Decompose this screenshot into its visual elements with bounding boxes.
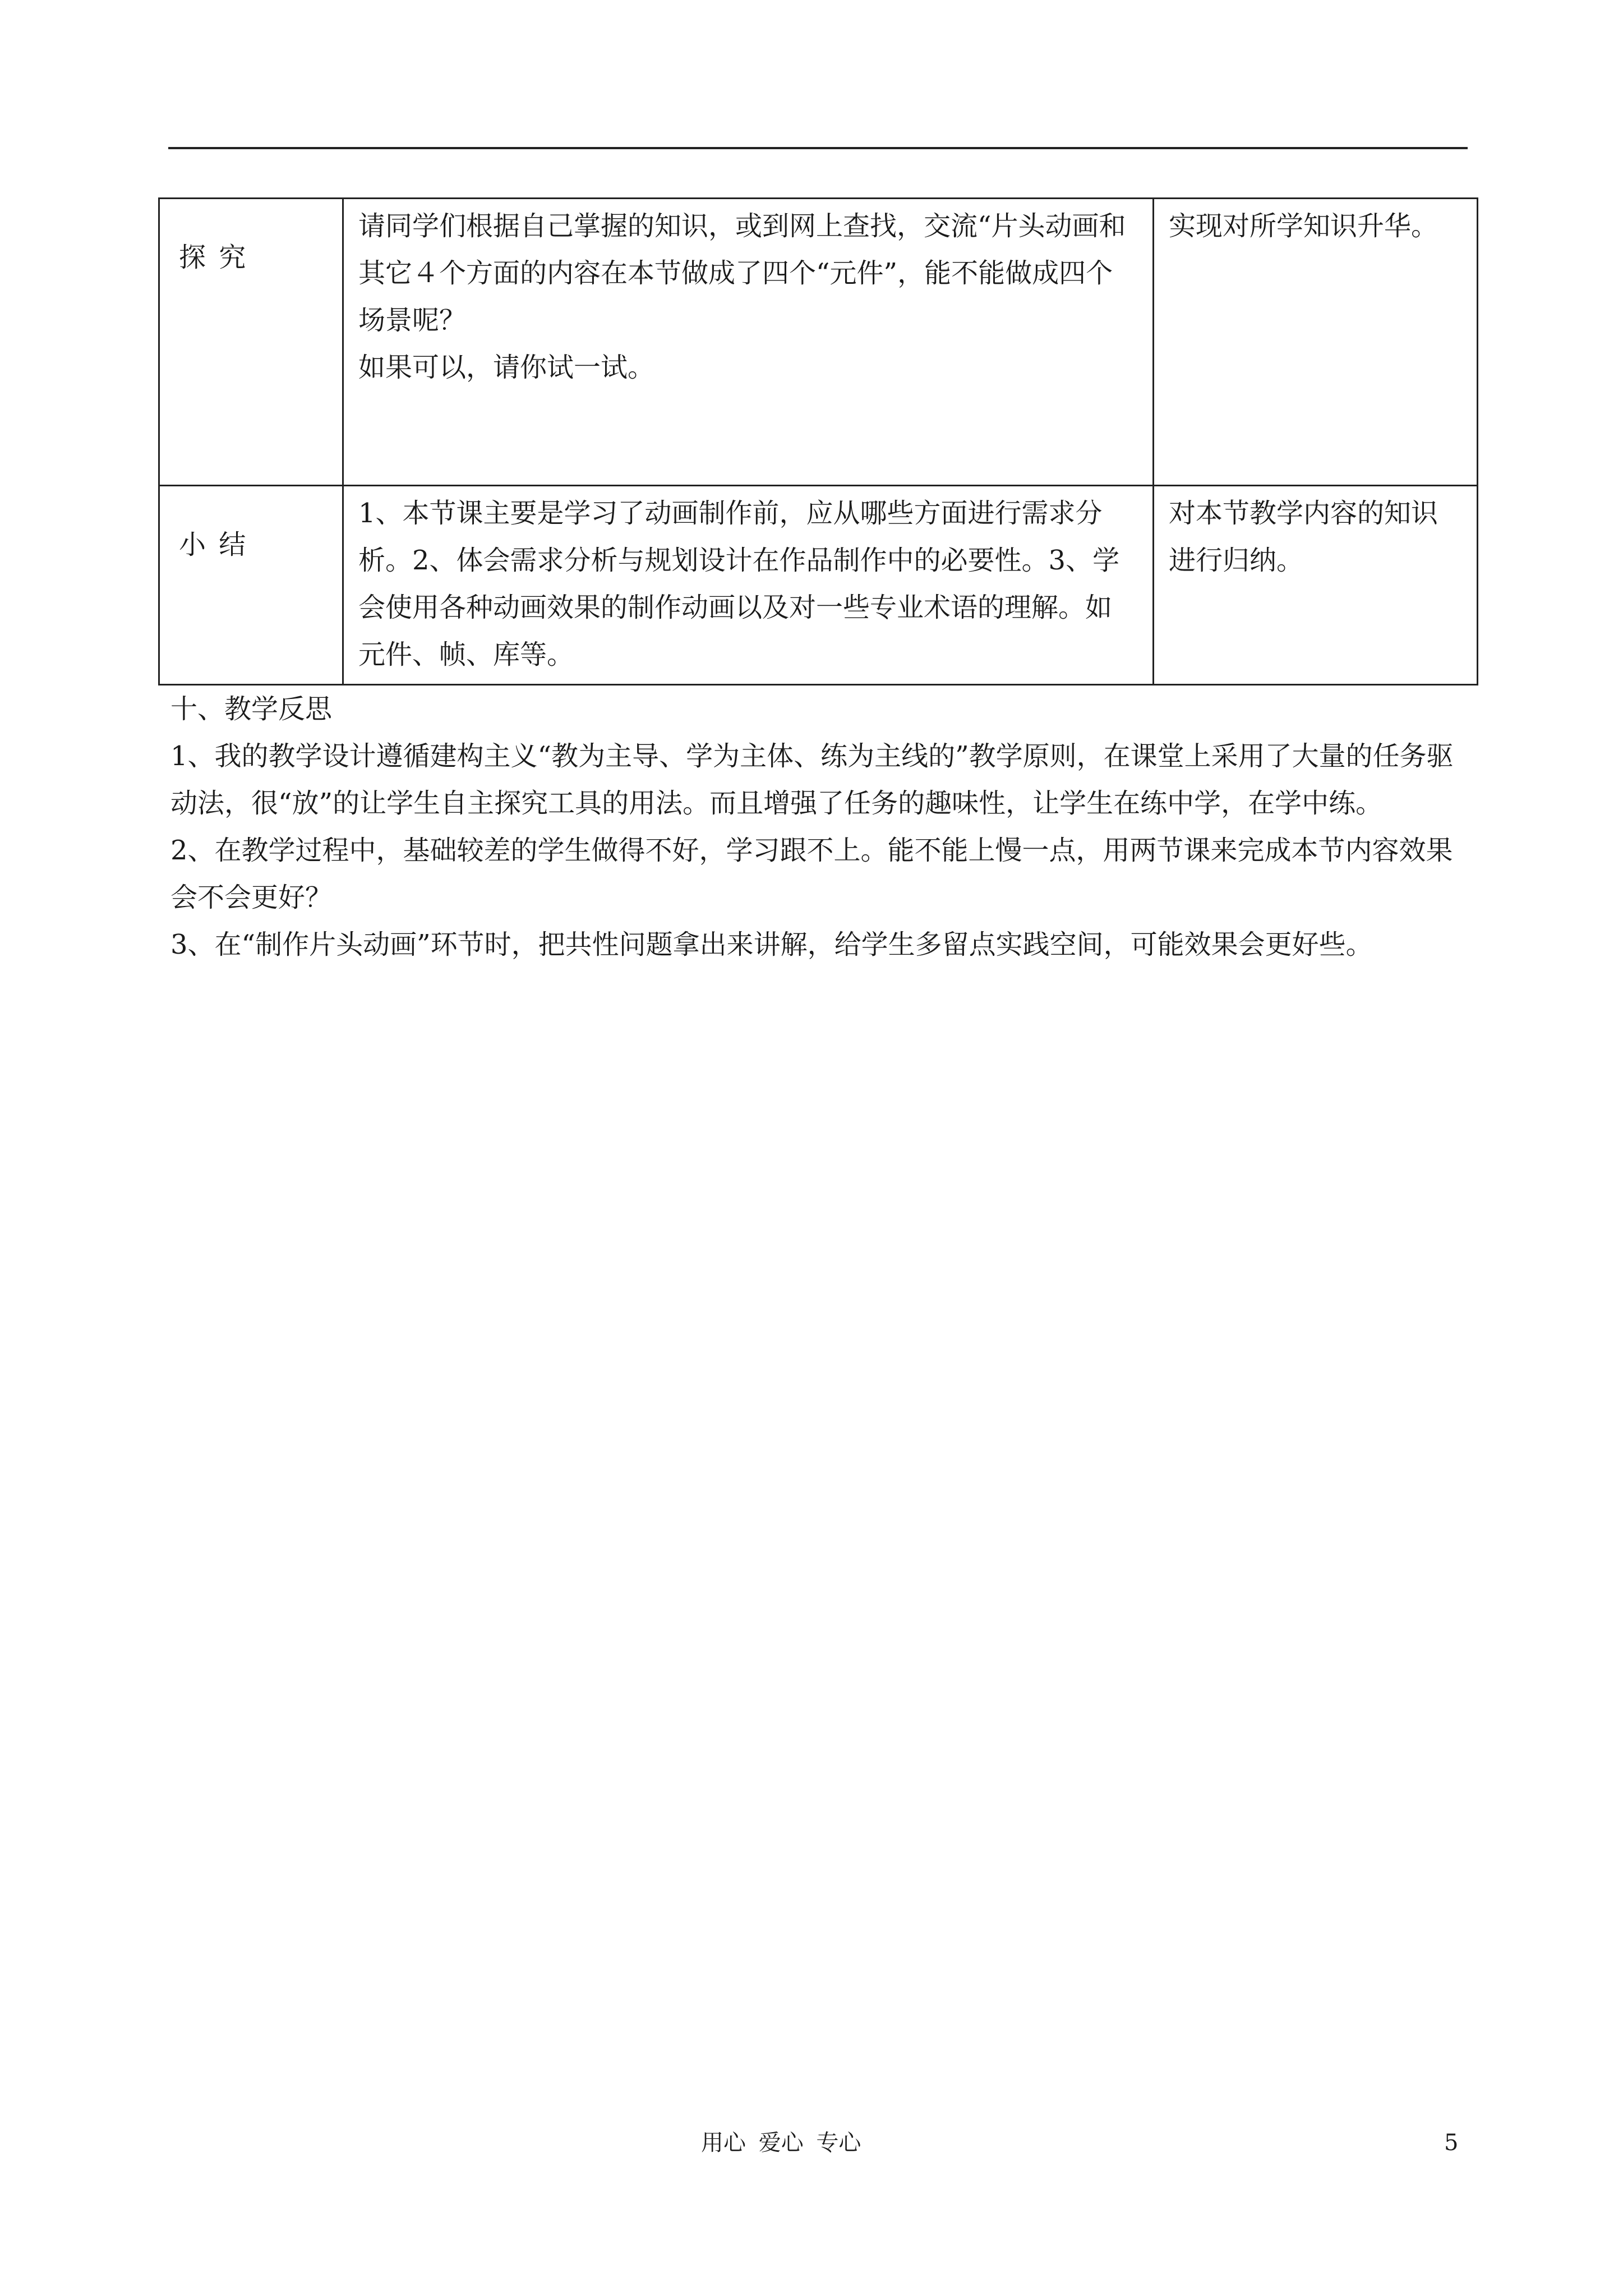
content-line: 请同学们根据自己掌握的知识，或到网上查找，交流“片头动画和其它４个方面的内容在本节做成了四个“元件”，能不能做成四个场景呢？ <box>358 210 1126 336</box>
row-content-cell <box>343 199 1154 486</box>
row-note-explore: 实现对所学知识升华。 <box>1169 210 1438 242</box>
row-content-cell <box>343 486 1154 685</box>
row-label-explore: 探 究 <box>179 242 248 273</box>
footer-text: 用心 爱心 专心 <box>701 2130 861 2156</box>
page-number: 5 <box>1444 2130 1459 2156</box>
reflection-item: 2、在教学过程中，基础较差的学生做得不好，学习跟不上。能不能上慢一点，用两节课来完成本节内容效果会不会更好？ <box>170 835 1453 913</box>
row-label-cell <box>159 486 343 685</box>
table-row-explore <box>159 199 1478 486</box>
row-note-cell <box>1154 199 1478 486</box>
content-line: 1、本节课主要是学习了动画制作前，应从哪些方面进行需求分析。2、体会需求分析与规划设计在作品制作中的必要性。3、学会使用各种动画效果的制作动画以及对一些专业术语的理解。如元件、帧、库等。 <box>358 498 1120 670</box>
reflection-section <box>170 685 1477 968</box>
row-note-summary: 对本节教学内容的知识进行归纳。 <box>1169 498 1438 576</box>
reflection-item: 3、在“制作片头动画”环节时，把共性问题拿出来讲解，给学生多留点实践空间，可能效果会更好些。 <box>170 929 1373 960</box>
row-label-summary: 小 结 <box>179 529 248 560</box>
row-note-cell <box>1154 486 1478 685</box>
row-label-cell <box>159 199 343 486</box>
table-row-summary <box>159 486 1478 685</box>
content-line: 如果可以，请你试一试。 <box>358 352 655 383</box>
section-heading: 十、教学反思 <box>170 693 333 725</box>
header-rule <box>168 147 1468 149</box>
reflection-item: 1、我的教学设计遵循建构主义“教为主导、学为主体、练为主线的”教学原则，在课堂上采用了大量的任务驱动法，很“放”的让学生自主探究工具的用法。而且增强了任务的趣味性，让学生在练中学，在学中练。 <box>170 740 1454 819</box>
lesson-table <box>158 197 1478 685</box>
